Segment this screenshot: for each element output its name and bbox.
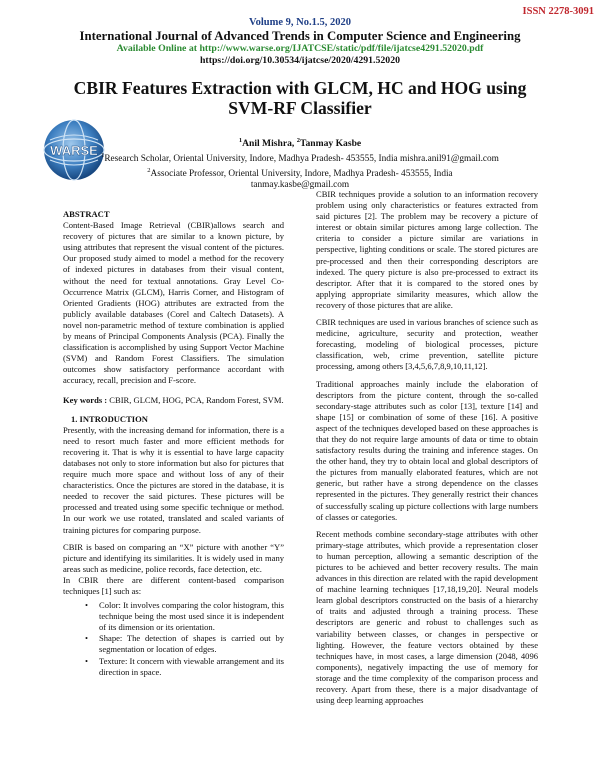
right-paragraph-2: CBIR techniques are used in various branches of science such as medicine, agriculture, security and protection, weather forecasting, modeling of biological processes, picture classification, web, crime prevention, satellite picture processing, among others [3,4,5,6,7,8,9,10,11,12]. bbox=[316, 317, 538, 372]
logo-text: WARSE bbox=[50, 143, 98, 158]
author-block bbox=[0, 135, 600, 191]
abstract-text: Content-Based Image Retrieval (CBIR)allows search and recovery of pictures that are similar to a known picture, by using attributes that represent the visual content of the pictures. Our proposed study aimed to model a method for the recovery of indexed pictures in databases from their visual content, without the need for textual annotations. Gray Level Co-Occurrence Matrix (GLCM), Harris Corner, and Histogram of Oriented Gradients (HOG) attributes are extracted from the publicly available databases (Corel and Caltech Datasets). A novel non-parametric method of texture combination is applied by means of Principal Components Analysis (PCA). Finally the classification is accomplished by using Support Vector Machine (SVM) and Random Forest Classifiers. The simulation outcomes show satisfactory performance accordant with accuracy, recall, precision and F-score. bbox=[63, 220, 284, 386]
keywords-line bbox=[63, 395, 284, 406]
available-online-link[interactable]: Available Online at http://www.warse.org/IJATCSE/static/pdf/file/ijatcse4291.52020.pdf bbox=[116, 43, 484, 54]
journal-name: International Journal of Advanced Trends in Computer Science and Engineering bbox=[79, 29, 521, 43]
journal-header bbox=[0, 17, 600, 67]
abstract-heading: ABSTRACT bbox=[63, 209, 110, 219]
right-paragraph-4: Recent methods combine secondary-stage attributes with other primary-stage attributes, which provide a representation closer to human perception, allowing a semantic description of the pictures to be achieved and better recovery results. The main advances in this direction are related with the rapid development of machine learning techniques [17,18,19,20]. Neural models learn global descriptors constructed on the basis of a hierarchy of traits and adjusted through a training process. These descriptors are generic and robust to challenges such as variability between classes, or changes in perspective or lighting. However, the feature vectors obtained by these techniques have, in most cases, a large dimension (2048, 4096 components), negatively impacting the use of memory for storage and the time complexity of the comparison process and recovery. Apart from these, there is a major disadvantage of using deep learning approaches bbox=[316, 528, 538, 706]
introduction-heading: 1. INTRODUCTION bbox=[71, 413, 148, 424]
author-1: Anil Mishra, bbox=[242, 138, 297, 150]
bullet-icon: • bbox=[85, 600, 88, 611]
keywords-label: Key words : bbox=[63, 394, 110, 405]
intro-paragraph-3: In CBIR there are different content-based comparison techniques [1] such as: bbox=[63, 574, 284, 596]
aff1-sup: 1 bbox=[101, 152, 105, 160]
bullet-icon: • bbox=[85, 655, 88, 666]
volume-line: Volume 9, No.1.5, 2020 bbox=[249, 17, 351, 28]
left-column bbox=[63, 209, 284, 678]
doi-link[interactable]: https://doi.org/10.30534/ijatcse/2020/4291.52020 bbox=[199, 55, 400, 66]
intro-paragraph-2: CBIR is based on comparing an “X” picture with another “Y” picture and identifying its similarities. It is widely used in many areas such as medicine, police records, face detection, etc. bbox=[63, 541, 284, 574]
list-item bbox=[85, 600, 284, 633]
list-item-text: Color: It involves comparing the color histogram, this technique being the most used since it is independent of its dimension or its orientation. bbox=[99, 600, 284, 633]
list-item-text: Shape: The detection of shapes is carried out by segmentation or location of edges. bbox=[99, 633, 284, 655]
right-paragraph-1: CBIR techniques provide a solution to an information recovery problem using only characteristics or features extracted from said pictures [2]. The problem may be recovery a picture of interest or obtain similar pictures among large collection. The criteria to consider a picture similar are variations in perspective, lighting conditions or scale. The stored pictures are pre-processed and then their corresponding descriptors are indexed. The query picture is also pre-processed to extract its descriptor. After that it is compared to the stored ones by applying appropriate similarity measures, which allow the recovery of those pictures that are alike. bbox=[316, 189, 538, 310]
affiliation-1 bbox=[0, 150, 600, 165]
title-line-1: CBIR Features Extraction with GLCM, HC and HOG using bbox=[73, 78, 527, 98]
paper-title bbox=[0, 78, 600, 118]
bullet-icon: • bbox=[85, 633, 88, 644]
technique-list bbox=[63, 600, 284, 678]
aff2-sup: 2 bbox=[147, 167, 151, 175]
intro-paragraph-1: Presently, with the increasing demand for information, there is a need to resort much faster and more efficient methods for recovering it. That is why it is essential to have large capacity databases not only to store information but also for pictures that require much more space and without loss of any of their characteristics. Once the pictures are stored in the database, it is needed to recover the said pictures. These pictures will be processed and treated using some specific technique or method. In our work we use rotated, translated and scaled variants of training pictures for comparing purpose. bbox=[63, 424, 284, 535]
affiliation-1-text: Research Scholar, Oriental University, Indore, Madhya Pradesh- 453555, India mishra.anil91@gmail.com bbox=[104, 154, 499, 165]
author-names bbox=[0, 135, 600, 150]
title-line-2: SVM-RF Classifier bbox=[228, 98, 372, 118]
keywords-text: CBIR, GLCM, HOG, PCA, Random Forest, SVM. bbox=[109, 394, 284, 405]
author1-sup: 1 bbox=[238, 137, 243, 144]
author-2: Tanmay Kasbe bbox=[299, 138, 362, 150]
affiliation-2-text: Associate Professor, Oriental University, Indore, Madhya Pradesh- 453555, India bbox=[150, 169, 453, 180]
list-item bbox=[85, 656, 284, 678]
affiliation-2 bbox=[0, 165, 600, 180]
right-paragraph-3: Traditional approaches mainly include the elaboration of descriptors from the picture content, through the so-called secondary-stage attributes such as color [13], texture [14] and shape [15] or combination of some of these [16]. A positive aspect of the techniques developed based on these approaches is that they do not require large amounts of data or time to obtain satisfactory results during the training and inference stages. On the other hand, they try to obtain local and global descriptors of the pictures from manually elaborated features, which are not generic, but rather have a strong dependence on the classes represented in the pictures. They generally restrict their chances of successfully scaling up picture collections with large numbers of classes or categories. bbox=[316, 378, 538, 522]
list-item-text: Texture: It concern with viewable arrangement and its direction in space. bbox=[99, 655, 284, 677]
author-2-email[interactable]: tanmay.kasbe@gmail.com bbox=[250, 180, 350, 191]
author2-sup: 2 bbox=[296, 137, 300, 144]
right-column bbox=[316, 189, 538, 706]
list-item bbox=[85, 633, 284, 655]
issn-label: ISSN 2278-3091 bbox=[522, 6, 594, 17]
